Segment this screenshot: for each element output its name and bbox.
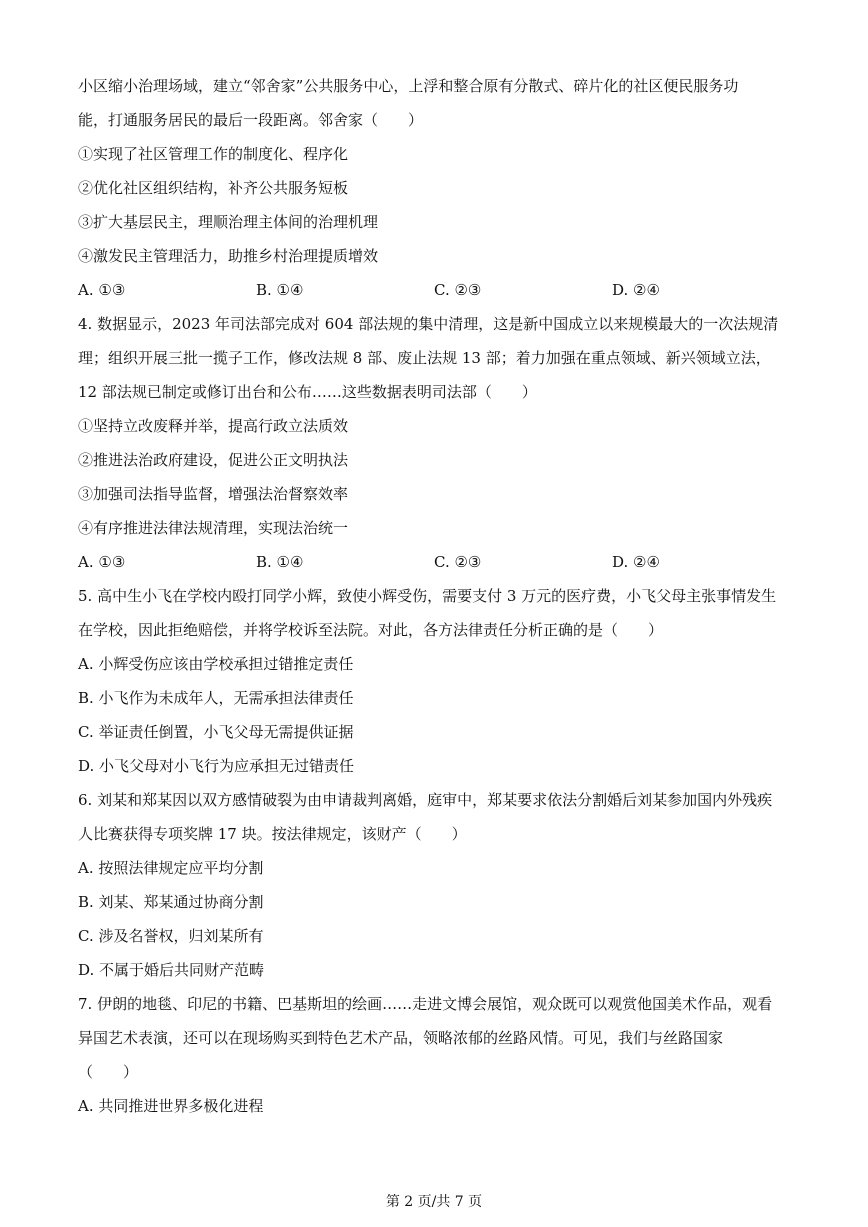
- q7-stem-line-1: 7. 伊朗的地毯、印尼的书籍、巴基斯坦的绘画……走进文博会展馆，观众既可以观赏他国美术作品，观看: [78, 995, 773, 1013]
- q3-options: [78, 280, 798, 300]
- q3-option-c: C. ②③: [434, 281, 482, 299]
- q5-option-c: C. 举证责任倒置，小飞父母无需提供证据: [78, 723, 354, 741]
- q3-item-4: ④激发民主管理活力，助推乡村治理提质增效: [78, 247, 379, 265]
- q7-stem-line-2: 异国艺术表演，还可以在现场购买到特色艺术产品，领略浓郁的丝路风情。可见，我们与丝路国家: [78, 1029, 724, 1047]
- q5-stem-line-1: 5. 高中生小飞在学校内殴打同学小辉，致使小辉受伤，需要支付 3 万元的医疗费，小飞父母主张事情发生: [78, 587, 777, 605]
- q4-stem-line-3: 12 部法规已制定或修订出台和公布……这些数据表明司法部（ ）: [78, 383, 537, 401]
- q4-item-4: ④有序推进法律法规清理，实现法治统一: [78, 519, 349, 537]
- q5-stem-line-2: 在学校，因此拒绝赔偿，并将学校诉至法院。对此，各方法律责任分析正确的是（ ）: [78, 621, 664, 639]
- q7-option-a: A. 共同推进世界多极化进程: [78, 1097, 264, 1115]
- q4-options: [78, 552, 798, 572]
- q4-stem-line-2: 理；组织开展三批一揽子工作，修改法规 8 部、废止法规 13 部；着力加强在重点领域、新兴领域立法，: [78, 349, 771, 367]
- q6-option-c: C. 涉及名誉权，归刘某所有: [78, 927, 264, 945]
- q4-item-1: ①坚持立改废释并举，提高行政立法质效: [78, 417, 349, 435]
- q4-item-2: ②推进法治政府建设，促进公正文明执法: [78, 451, 349, 469]
- q7-stem-line-3: （ ）: [78, 1063, 139, 1081]
- q3-option-b: B. ①④: [256, 281, 304, 299]
- q5-option-a: A. 小辉受伤应该由学校承担过错推定责任: [78, 655, 354, 673]
- q3-option-a: A. ①③: [78, 281, 126, 299]
- q3-item-3: ③扩大基层民主，理顺治理主体间的治理机理: [78, 213, 379, 231]
- q4-option-a: A. ①③: [78, 553, 126, 571]
- q4-option-b: B. ①④: [256, 553, 304, 571]
- q6-option-b: B. 刘某、郑某通过协商分割: [78, 893, 264, 911]
- q4-option-d: D. ②④: [612, 553, 660, 571]
- q6-stem-line-1: 6. 刘某和郑某因以双方感情破裂为由申请裁判离婚，庭审中，郑某要求依法分割婚后刘某参加国内外残疾: [78, 791, 773, 809]
- q6-option-d: D. 不属于婚后共同财产范畴: [78, 961, 265, 979]
- q4-item-3: ③加强司法指导监督，增强法治督察效率: [78, 485, 349, 503]
- q6-option-a: A. 按照法律规定应平均分割: [78, 859, 264, 877]
- page-number-footer: 第 2 页/共 7 页: [385, 1194, 483, 1210]
- q5-option-d: D. 小飞父母对小飞行为应承担无过错责任: [78, 757, 355, 775]
- q4-option-c: C. ②③: [434, 553, 482, 571]
- q3-item-1: ①实现了社区管理工作的制度化、程序化: [78, 145, 349, 163]
- q6-stem-line-2: 人比赛获得专项奖牌 17 块。按法律规定，该财产（ ）: [78, 825, 467, 843]
- q4-stem-line-1: 4. 数据显示，2023 年司法部完成对 604 部法规的集中清理，这是新中国成立以来规模最大的一次法规清: [78, 315, 779, 333]
- q3-stem-line-2: 能，打通服务居民的最后一段距离。邻舍家（ ）: [78, 111, 424, 129]
- q3-option-d: D. ②④: [612, 281, 660, 299]
- q3-stem-line-1: 小区缩小治理场域，建立“邻舍家”公共服务中心，上浮和整合原有分散式、碎片化的社区便民服务功: [78, 77, 739, 95]
- q5-option-b: B. 小飞作为未成年人，无需承担法律责任: [78, 689, 354, 707]
- q3-item-2: ②优化社区组织结构，补齐公共服务短板: [78, 179, 349, 197]
